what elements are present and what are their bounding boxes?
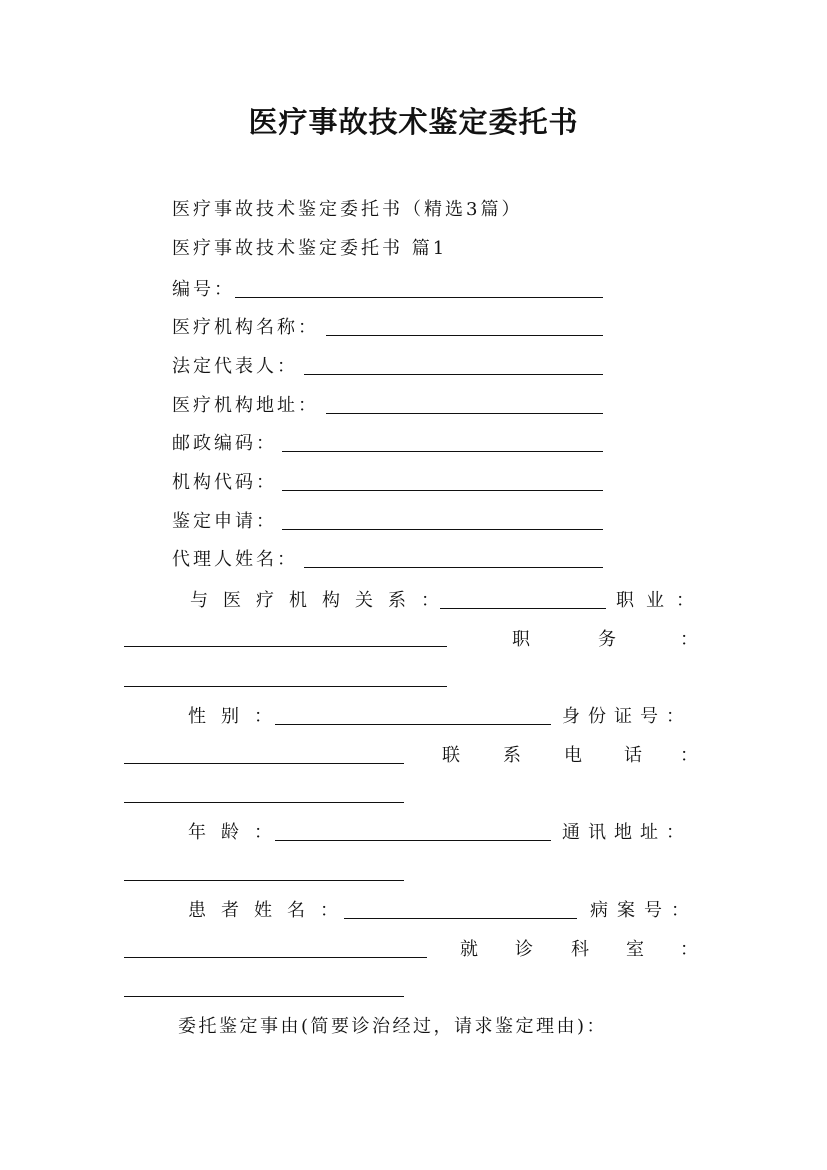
number-label: 编号： — [172, 279, 235, 300]
number-blank[interactable] — [235, 297, 603, 298]
occupation-blank[interactable] — [124, 646, 447, 647]
phone-char-1: 联 — [442, 745, 460, 766]
department-blank[interactable] — [124, 996, 404, 997]
institution-name-label: 医疗机构名称： — [172, 317, 319, 338]
relation-blank[interactable] — [440, 608, 606, 609]
legal-rep-label: 法定代表人： — [172, 356, 298, 377]
department-char-1: 就 — [460, 939, 478, 960]
phone-char-3: 电 — [564, 745, 582, 766]
phone-blank[interactable] — [124, 802, 404, 803]
position-blank[interactable] — [124, 686, 447, 687]
agent-name-blank[interactable] — [304, 567, 603, 568]
phone-char-2: 系 — [503, 745, 521, 766]
intro-line-1: 医疗事故技术鉴定委托书（精选3篇） — [172, 199, 523, 220]
gender-blank[interactable] — [275, 724, 551, 725]
case-number-blank[interactable] — [124, 957, 427, 958]
reason-label: 委托鉴定事由(简要诊治经过，请求鉴定理由)： — [178, 1016, 608, 1037]
department-char-2: 诊 — [515, 939, 533, 960]
mail-address-blank[interactable] — [124, 880, 404, 881]
institution-code-label: 机构代码： — [172, 472, 277, 493]
legal-rep-blank[interactable] — [304, 374, 603, 375]
institution-code-blank[interactable] — [282, 490, 603, 491]
gender-label: 性别： — [188, 706, 287, 727]
phone-colon: ： — [680, 745, 698, 766]
postal-code-blank[interactable] — [282, 451, 603, 452]
position-char-1: 职 — [512, 629, 530, 650]
age-label: 年龄： — [188, 822, 287, 843]
intro-line-2: 医疗事故技术鉴定委托书 篇1 — [172, 238, 448, 259]
position-char-2: 务 — [598, 629, 616, 650]
age-blank[interactable] — [275, 840, 551, 841]
department-colon: ： — [680, 939, 698, 960]
institution-address-label: 医疗机构地址： — [172, 395, 319, 416]
occupation-label: 职业： — [616, 590, 706, 611]
patient-name-blank[interactable] — [344, 918, 577, 919]
position-colon: ： — [680, 629, 698, 650]
mail-address-label: 通讯地址： — [562, 822, 692, 843]
id-number-blank[interactable] — [124, 763, 404, 764]
department-char-4: 室 — [626, 939, 644, 960]
appraisal-application-blank[interactable] — [282, 529, 603, 530]
institution-name-blank[interactable] — [326, 335, 603, 336]
postal-code-label: 邮政编码： — [172, 433, 277, 454]
institution-address-blank[interactable] — [326, 413, 603, 414]
appraisal-application-label: 鉴定申请： — [172, 511, 277, 532]
phone-char-4: 话 — [624, 745, 642, 766]
agent-name-label: 代理人姓名： — [172, 549, 298, 570]
document-title: 医疗事故技术鉴定委托书 — [248, 105, 579, 139]
id-number-label: 身份证号： — [562, 706, 692, 727]
patient-name-label: 患者姓名： — [188, 900, 353, 921]
relation-label: 与医疗机构关系： — [190, 590, 454, 611]
case-number-label: 病案号： — [590, 900, 698, 921]
department-char-3: 科 — [571, 939, 589, 960]
